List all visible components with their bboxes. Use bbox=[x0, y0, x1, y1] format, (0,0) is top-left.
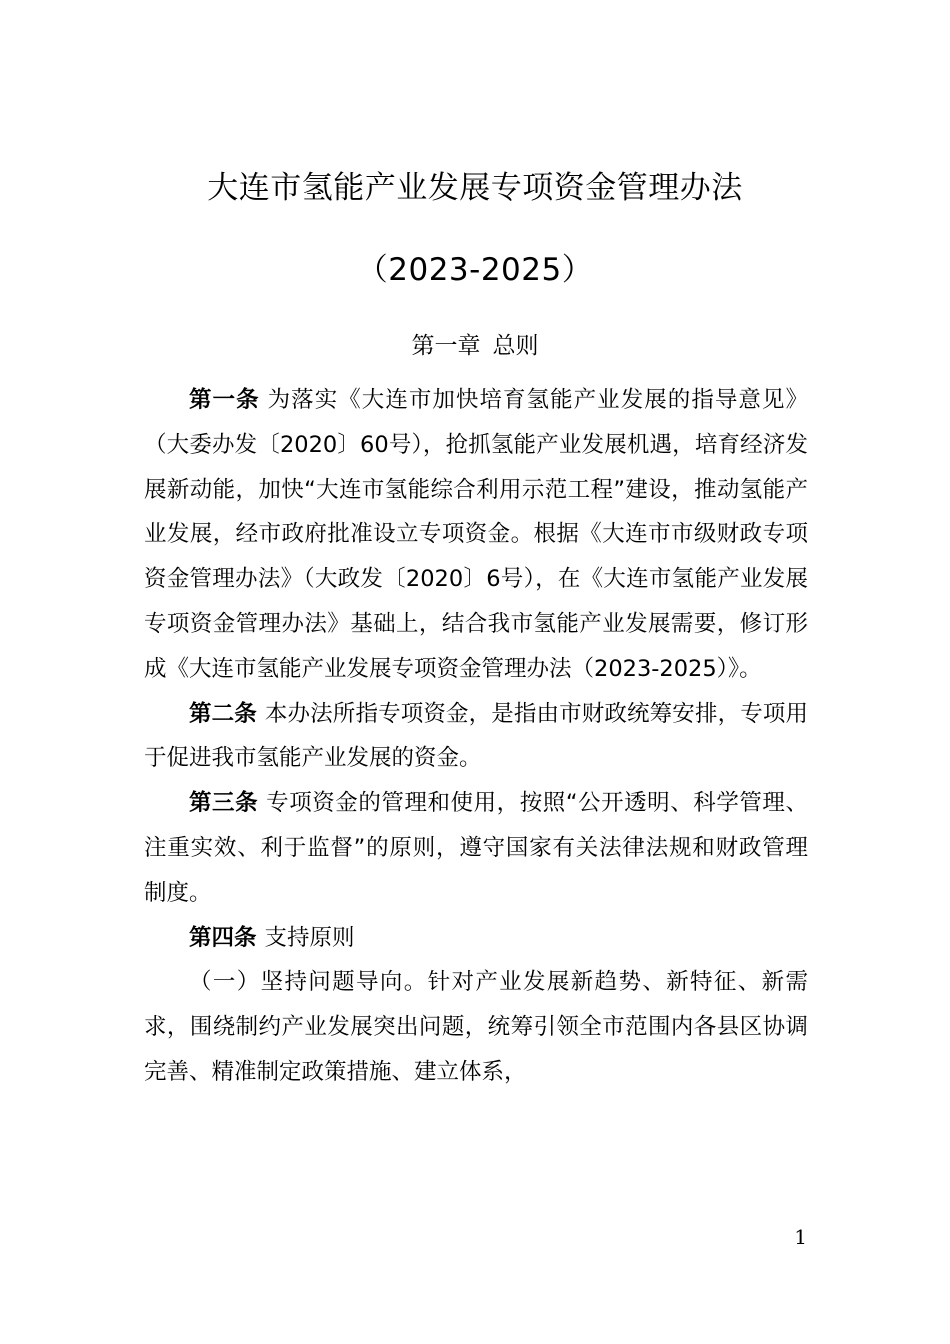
document-body bbox=[144, 378, 808, 1095]
sub-clause-text: （一）坚持问题导向。针对产业发展新趋势、新特征、新需求，围绕制约产业发展突出问题，统筹引领全市范围内各县区协调完善、精准制定政策措施、建立体系， bbox=[144, 969, 808, 1085]
article-label: 第四条 bbox=[189, 924, 257, 951]
article-label: 第二条 bbox=[189, 700, 257, 727]
document-title: 大连市氢能产业发展专项资金管理办法 bbox=[207, 170, 743, 206]
article-label: 第一条 bbox=[189, 387, 260, 413]
article-text: 本办法所指专项资金，是指由市财政统筹安排，专项用于促进我市氢能产业发展的资金。 bbox=[144, 700, 808, 772]
page-number: 1 bbox=[794, 1225, 807, 1249]
chapter-name: 总则 bbox=[492, 333, 539, 359]
article-paragraph bbox=[144, 378, 808, 692]
article-paragraph bbox=[144, 781, 808, 915]
chapter-heading bbox=[0, 327, 950, 360]
document-title-years: （2023-2025） bbox=[356, 252, 594, 288]
article-text: 专项资金的管理和使用，按照“公开透明、科学管理、注重实效、利于监督”的原则，遵守国家有关法律法规和财政管理制度。 bbox=[144, 790, 808, 906]
article-label: 第三条 bbox=[189, 790, 259, 817]
article-text: 为落实《大连市加快培育氢能产业发展的指导意见》（大委办发〔2020〕60号），抢抓氢能产业发展机遇，培育经济发展新动能，加快“大连市氢能综合利用示范工程”建设，推动氢能产业发展，经市政府批准设立专项资金。根据《大连市市级财政专项资金管理办法》（大政发〔2020〕6号），在《大连市氢能产业发展专项资金管理办法》基础上，结合我市氢能产业发展需要，修订形成《大连市氢能产业发展专项资金管理办法（2023-2025）》。 bbox=[144, 387, 808, 682]
article-paragraph bbox=[144, 916, 808, 961]
article-paragraph bbox=[144, 692, 808, 782]
article-text: 支持原则 bbox=[264, 924, 355, 951]
sub-clause-paragraph bbox=[144, 960, 808, 1094]
chapter-number: 第一章 bbox=[411, 333, 481, 359]
